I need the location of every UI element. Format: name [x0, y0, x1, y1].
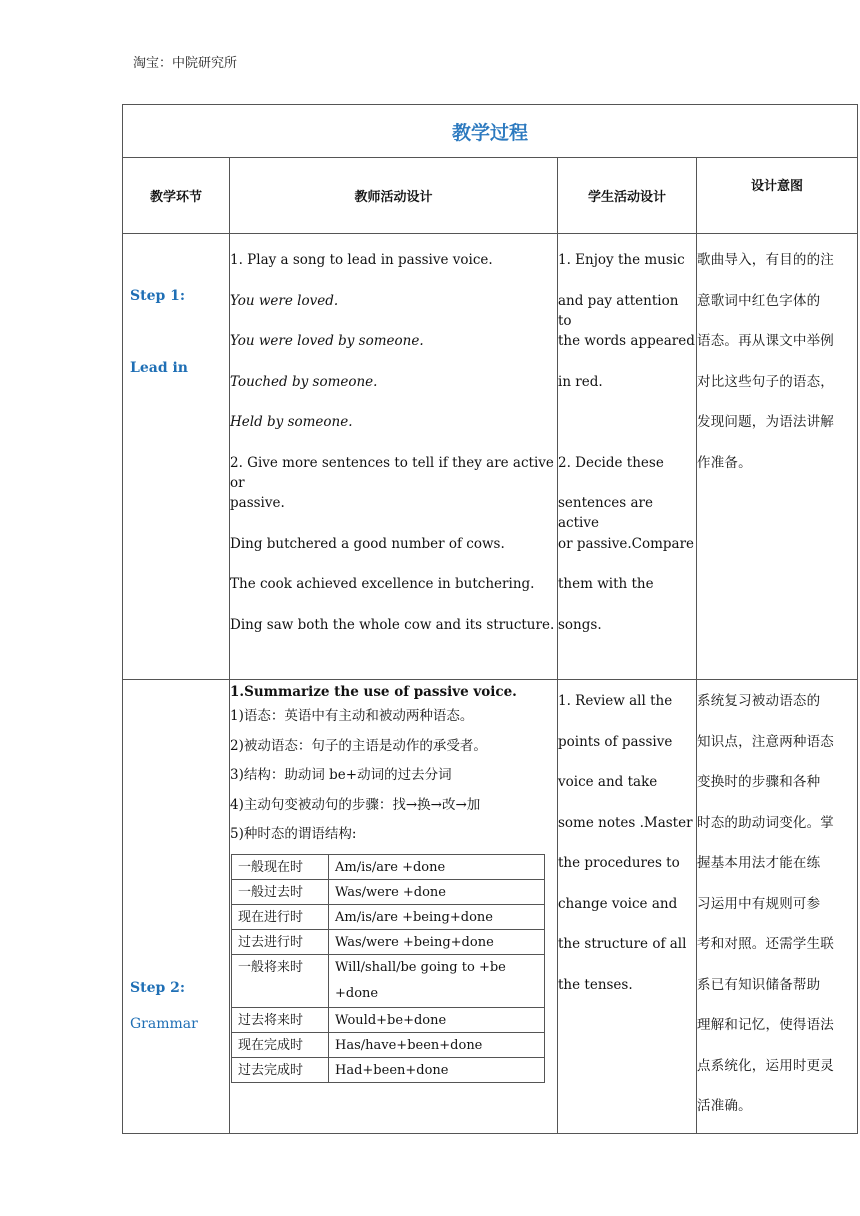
step1-teacher-line: 1. Play a song to lead in passive voice.: [230, 252, 493, 268]
step1-cell: [123, 234, 230, 680]
header-teacher-activity: 教师活动设计: [230, 158, 558, 234]
step2-teacher-line: 3)结构：助动词 be+动词的过去分词: [230, 767, 452, 783]
step2-intent-line: 活准确。: [697, 1098, 752, 1114]
step1-student-line: and pay attention to: [558, 292, 679, 329]
table-row: [232, 954, 545, 1007]
step1-teacher-line: 2. Give more sentences to tell if they are active or: [230, 454, 554, 491]
step2-student-line: the structure of all: [558, 936, 687, 952]
step1-name: Lead in: [130, 360, 188, 376]
step2-teacher-line: 1)语态：英语中有主动和被动两种语态。: [230, 708, 474, 724]
step2-intent-line: 考和对照。还需学生联: [697, 936, 834, 952]
step1-teacher-line: You were loved.: [230, 292, 339, 309]
tense-form: Am/is/are +done: [329, 854, 545, 879]
step1-student-line: in red.: [558, 373, 603, 390]
header-design-intent: 设计意图: [697, 158, 858, 234]
step1-student-cell: [558, 234, 697, 680]
step1-student-line: sentences are active: [558, 495, 653, 531]
step1-intent-line: 作准备。: [697, 454, 752, 471]
step2-intent-line: 知识点，注意两种语态: [697, 733, 834, 750]
tense-name: 过去将来时: [232, 1007, 329, 1032]
step2-intent-line: 时态的助动词变化。掌: [697, 814, 834, 831]
step1-student-line: songs.: [558, 616, 602, 633]
step2-teacher-heading: 1.Summarize the use of passive voice.: [230, 684, 517, 700]
step2-intent-line: 变换时的步骤和各种: [697, 774, 821, 790]
table-row: [232, 929, 545, 954]
header-stage: 教学环节: [123, 158, 230, 234]
step2-student-line: points of passive: [558, 733, 673, 750]
tense-form: Am/is/are +being+done: [329, 904, 545, 929]
step2-student-cell: [558, 680, 697, 1134]
step2-student-line: the procedures to: [558, 855, 680, 871]
table-row: [232, 854, 545, 879]
step2-intent-line: 系统复习被动语态的: [697, 693, 821, 709]
tense-form: Had+been+done: [329, 1057, 545, 1082]
step1-label: Step 1:: [130, 288, 186, 304]
step1-student-line: them with the: [558, 576, 654, 592]
step1-intent-line: 发现问题，为语法讲解: [697, 414, 834, 430]
step1-intent-line: 歌曲导入，有目的的注: [697, 252, 834, 268]
tense-name: 一般将来时: [232, 954, 329, 1007]
step1-teacher-line: passive.: [230, 495, 285, 511]
table-row: [232, 879, 545, 904]
step2-cell: [123, 680, 230, 1134]
step2-intent-line: 系已有知识储备帮助: [697, 976, 821, 993]
step2-student-line: the tenses.: [558, 976, 633, 993]
step1-student-line: or passive.Compare: [558, 535, 695, 552]
step1-teacher-cell: [230, 234, 558, 680]
step1-teacher-line: Held by someone.: [230, 414, 353, 430]
step2-intent-line: 理解和记忆，使得语法: [697, 1017, 834, 1033]
step2-student-line: 1. Review all the: [558, 693, 673, 709]
step1-teacher-line: Ding butchered a good number of cows.: [230, 535, 505, 552]
tense-name: 过去完成时: [232, 1057, 329, 1082]
step1-intent-cell: [697, 234, 858, 680]
tense-name: 一般现在时: [232, 854, 329, 879]
step2-teacher-line: 4)主动句变被动句的步骤：找→换→改→加: [230, 796, 481, 813]
tense-form: Has/have+been+done: [329, 1032, 545, 1057]
teaching-process-table: [122, 104, 858, 1134]
table-title: 教学过程: [123, 105, 858, 158]
table-row: [232, 1007, 545, 1032]
step2-teacher-cell: [230, 680, 558, 1134]
tense-form: Would+be+done: [329, 1007, 545, 1032]
step2-intent-line: 握基本用法才能在练: [697, 855, 821, 871]
step1-student-line: 2. Decide these: [558, 454, 664, 471]
step1-teacher-line: You were loved by someone.: [230, 333, 424, 349]
header-student-activity: 学生活动设计: [558, 158, 697, 234]
step1-intent-line: 语态。再从课文中举例: [697, 333, 834, 349]
tense-name: 一般过去时: [232, 879, 329, 904]
step2-student-line: some notes .Master: [558, 814, 693, 831]
step2-teacher-line: 5)种时态的谓语结构:: [230, 826, 357, 842]
step2-name: Grammar: [130, 1016, 198, 1032]
step1-teacher-line: Touched by someone.: [230, 373, 378, 390]
step1-student-line: 1. Enjoy the music: [558, 252, 685, 268]
table-row: [232, 904, 545, 929]
table-row: [232, 1032, 545, 1057]
tense-name: 现在完成时: [232, 1032, 329, 1057]
tense-form: Was/were +being+done: [329, 929, 545, 954]
table-row: [232, 1057, 545, 1082]
tense-table: [231, 854, 545, 1083]
tense-name: 过去进行时: [232, 929, 329, 954]
step1-student-line: the words appeared: [558, 333, 695, 349]
tense-name: 现在进行时: [232, 904, 329, 929]
tense-form: Will/shall/be going to +be +done: [329, 954, 545, 1007]
step2-student-line: change voice and: [558, 895, 678, 912]
header-note: 淘宝：中院研究所: [133, 56, 238, 71]
step1-student-line: [558, 408, 696, 449]
step1-intent-line: 意歌词中红色字体的: [697, 292, 821, 309]
step2-teacher-line: 2)被动语态：句子的主语是动作的承受者。: [230, 737, 487, 754]
step2-label: Step 2:: [130, 980, 186, 996]
step1-intent-line: 对比这些句子的语态，: [697, 373, 834, 390]
step1-teacher-line: Ding saw both the whole cow and its structure.: [230, 616, 555, 633]
step2-intent-line: 习运用中有规则可参: [697, 895, 821, 912]
tense-form: Was/were +done: [329, 879, 545, 904]
step2-student-line: voice and take: [558, 774, 658, 790]
step1-teacher-line: The cook achieved excellence in butchering.: [230, 576, 535, 592]
step2-intent-line: 点系统化，运用时更灵: [697, 1057, 834, 1074]
step2-intent-cell: [697, 680, 858, 1134]
